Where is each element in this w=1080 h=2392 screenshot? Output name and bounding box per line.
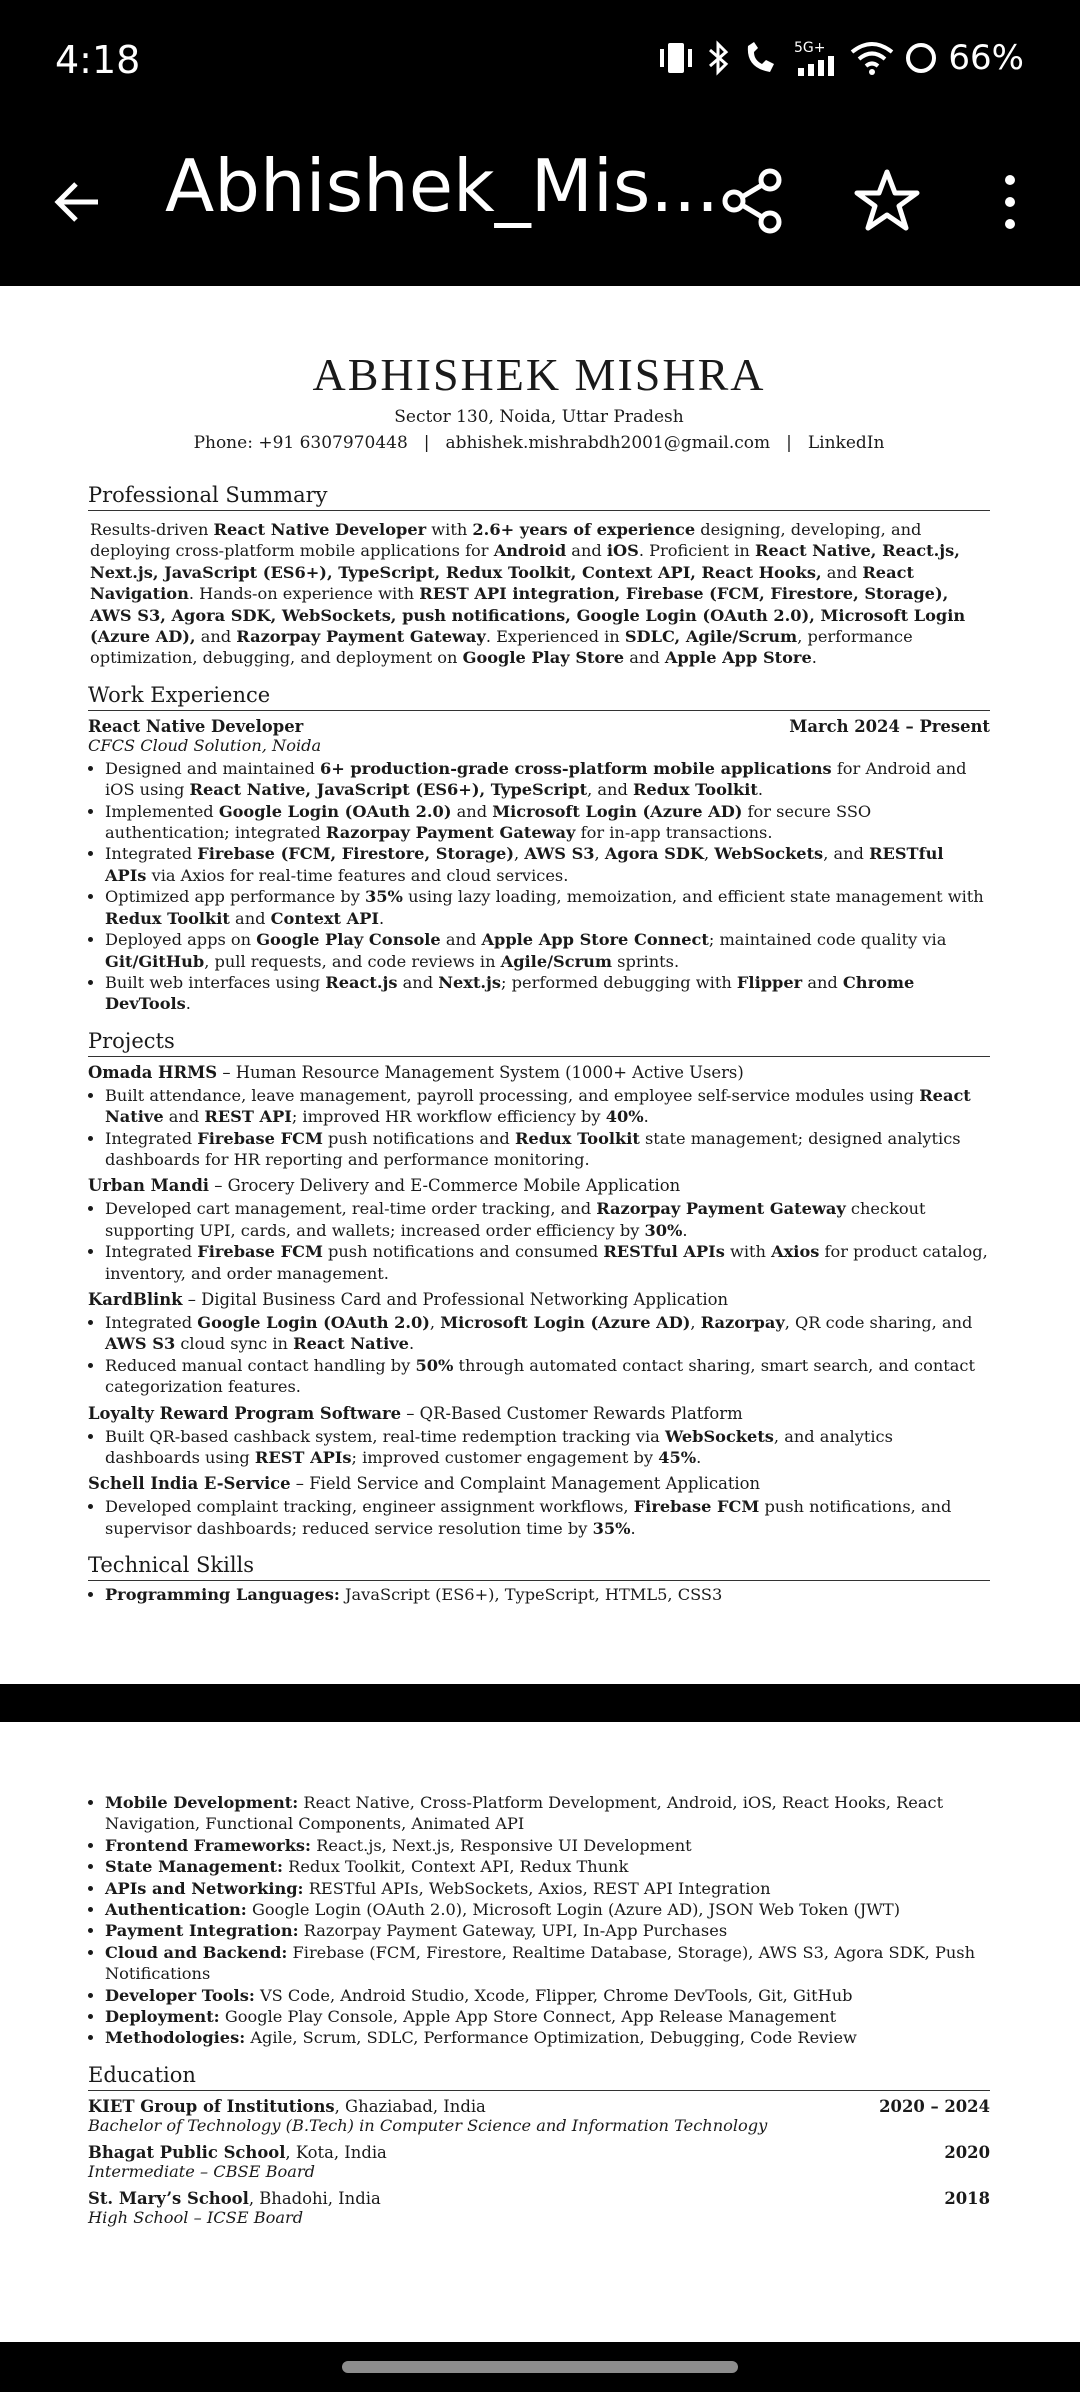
project-bullets [88, 1426, 990, 1469]
skills-list-page1 [88, 1584, 990, 1605]
job-header [88, 717, 990, 736]
list-item: • Designed and maintained 6+ production-grade cross-platform mobile applications for Android and iOS using React Native, JavaScript (ES6+), TypeScript, and Redux Toolkit. [105, 758, 990, 801]
svg-text:5G+: 5G+ [794, 40, 826, 56]
star-icon[interactable] [852, 166, 922, 236]
status-icons [656, 38, 1024, 78]
list-item: • Deployed apps on Google Play Console and Apple App Store Connect; maintained code quality via Git/GitHub, pull requests, and code reviews in Agile/Scrum sprints. [105, 929, 990, 972]
edu-degree: High School – ICSE Board [88, 2207, 304, 2227]
arrow-back-icon[interactable] [48, 172, 108, 232]
wifi-call-icon [742, 40, 782, 76]
pdf-page-1[interactable] [0, 286, 1080, 1684]
list-item: • Built QR-based cashback system, real-time redemption tracking via WebSockets, and analytics dashboards using REST APIs; improved customer engagement by 45%. [105, 1426, 990, 1469]
edu-row: St. Mary’s School, Bhadohi, India 2018 [88, 2188, 990, 2208]
project-title: Omada HRMS – Human Resource Management System (1000+ Active Users) [88, 1062, 744, 1082]
list-item: • Built web interfaces using React.js and Next.js; performed debugging with Flipper and Chrome DevTools. [105, 972, 990, 1015]
job-title: React Native Developer [88, 716, 304, 736]
contact-line: Phone: +91 6307970448 | abhishek.mishrabdh2001@gmail.com | LinkedIn [193, 433, 885, 453]
list-item: • Frontend Frameworks: React.js, Next.js, Responsive UI Development [105, 1835, 990, 1856]
section-heading: Work Experience [88, 683, 990, 711]
project-bullets [88, 1496, 990, 1539]
project-title: Urban Mandi – Grocery Delivery and E-Commerce Mobile Application [88, 1176, 681, 1196]
summary-text: Results-driven React Native Developer with 2.6+ years of experience designing, developing, and deploying cross-platform mobile applications for Android and iOS. Proficient in React Native, React.js, Next.js, JavaScript (ES6+), TypeScript, Redux Toolkit, Context API, React Hooks, and React Navigation. Hands-on experience with REST API integration, Firebase (FCM, Firestore, Storage), AWS S3, Agora SDK, WebSockets, push notifications, Google Login (OAuth 2.0), Microsoft Login (Azure AD), and Razorpay Payment Gateway. Experienced in SDLC, Agile/Scrum, performance optimization, debugging, and deployment on Google Play Store and Apple App Store. [90, 520, 966, 668]
list-item: • Reduced manual contact handling by 50% through automated contact sharing, smart search, and contact categorization features. [105, 1355, 990, 1398]
list-item: • Integrated Firebase FCM push notifications and Redux Toolkit state management; designed analytics dashboards for HR reporting and performance monitoring. [105, 1128, 990, 1171]
project-title: Loyalty Reward Program Software – QR-Based Customer Rewards Platform [88, 1403, 743, 1423]
list-item: • Cloud and Backend: Firebase (FCM, Firestore, Realtime Database, Storage), AWS S3, Agora SDK, Push Notifications [105, 1942, 990, 1985]
list-item: • Integrated Firebase (FCM, Firestore, Storage), AWS S3, Agora SDK, WebSockets, and RESTful APIs via Axios for real-time features and cloud services. [105, 843, 990, 886]
list-item: • Implemented Google Login (OAuth 2.0) and Microsoft Login (Azure AD) for secure SSO authentication; integrated Razorpay Payment Gateway for in-app transactions. [105, 801, 990, 844]
email-link[interactable]: abhishek.mishrabdh2001@gmail.com [445, 433, 771, 453]
list-item: • Integrated Firebase FCM push notifications and consumed RESTful APIs with Axios for product catalog, inventory, and order management. [105, 1241, 990, 1284]
battery-percent: 66% [948, 38, 1024, 78]
skills-section [88, 1553, 990, 1605]
section-heading: Education [88, 2063, 990, 2091]
list-item: • Authentication: Google Login (OAuth 2.0), Microsoft Login (Azure AD), JSON Web Token (JWT) [105, 1899, 990, 1920]
page-content [88, 286, 990, 1606]
list-item: • Developer Tools: VS Code, Android Studio, Xcode, Flipper, Chrome DevTools, Git, GitHub [105, 1985, 990, 2006]
list-item: • APIs and Networking: RESTful APIs, WebSockets, Axios, REST API Integration [105, 1878, 990, 1899]
list-item: • Built attendance, leave management, payroll processing, and employee self-service modules using React Native and REST API; improved HR workflow efficiency by 40%. [105, 1085, 990, 1128]
summary-section [88, 483, 990, 669]
list-item: • Payment Integration: Razorpay Payment Gateway, UPI, In-App Purchases [105, 1920, 990, 1941]
pdf-page-2[interactable] [0, 1722, 1080, 2342]
more-vert-icon[interactable] [990, 172, 1030, 232]
list-item: • Developed complaint tracking, engineer assignment workflows, Firebase FCM push notifications, and supervisor dashboards; reduced service resolution time by 35%. [105, 1496, 990, 1539]
edu-degree: Bachelor of Technology (B.Tech) in Computer Science and Information Technology [88, 2115, 768, 2135]
list-item: • State Management: Redux Toolkit, Context API, Redux Thunk [105, 1856, 990, 1877]
list-item: • Developed cart management, real-time order tracking, and Razorpay Payment Gateway checkout supporting UPI, cards, and wallets; increased order efficiency by 30%. [105, 1198, 990, 1241]
job-dates: March 2024 – Present [789, 716, 990, 736]
resume-address: Sector 130, Noida, Uttar Pradesh [394, 407, 684, 427]
edu-row: Bhagat Public School, Kota, India 2020 [88, 2142, 990, 2162]
linkedin-link[interactable]: LinkedIn [807, 433, 885, 453]
list-item: • Programming Languages: JavaScript (ES6+), TypeScript, HTML5, CSS3 [105, 1584, 990, 1605]
wifi-icon [850, 40, 894, 76]
signal-5g-icon [792, 38, 840, 78]
section-heading: Professional Summary [88, 483, 990, 511]
phone: Phone: +91 6307970448 [193, 433, 408, 453]
battery-ring-icon [904, 41, 938, 75]
section-heading: Projects [88, 1029, 990, 1057]
job-bullets [88, 758, 990, 1015]
project-bullets [88, 1198, 990, 1284]
app-bar [0, 128, 1080, 286]
job-company: CFCS Cloud Solution, Noida [88, 735, 322, 755]
document-title: Abhishek_Mis... [165, 144, 720, 228]
page-content [88, 1792, 990, 2227]
vibrate-icon [656, 41, 696, 75]
project-title: KardBlink – Digital Business Card and Professional Networking Application [88, 1289, 729, 1309]
education-section [88, 2063, 990, 2227]
edu-degree: Intermediate – CBSE Board [88, 2161, 315, 2181]
status-bar [0, 0, 1080, 128]
section-heading: Technical Skills [88, 1553, 990, 1581]
project-title: Schell India E-Service – Field Service and Complaint Management Application [88, 1474, 761, 1494]
resume-name: ABHISHEK MISHRA [312, 349, 766, 400]
list-item: • Deployment: Google Play Console, Apple App Store Connect, App Release Management [105, 2006, 990, 2027]
list-item: • Methodologies: Agile, Scrum, SDLC, Performance Optimization, Debugging, Code Review [105, 2027, 990, 2048]
list-item: • Integrated Google Login (OAuth 2.0), Microsoft Login (Azure AD), Razorpay, QR code sharing, and AWS S3 cloud sync in React Native. [105, 1312, 990, 1355]
status-time: 4:18 [55, 38, 141, 82]
projects-section [88, 1029, 990, 1540]
experience-section [88, 683, 990, 1015]
project-bullets [88, 1312, 990, 1398]
list-item: • Mobile Development: React Native, Cross-Platform Development, Android, iOS, React Hooks, React Navigation, Functional Components, Animated API [105, 1792, 990, 1835]
bluetooth-icon [706, 40, 732, 76]
list-item: • Optimized app performance by 35% using lazy loading, memoization, and efficient state management with Redux Toolkit and Context API. [105, 886, 990, 929]
skills-list-page2 [88, 1792, 990, 2049]
gesture-home-bar[interactable] [342, 2361, 738, 2373]
project-bullets [88, 1085, 990, 1171]
edu-row: KIET Group of Institutions, Ghaziabad, India 2020 – 2024 [88, 2096, 990, 2116]
share-icon[interactable] [718, 166, 788, 236]
